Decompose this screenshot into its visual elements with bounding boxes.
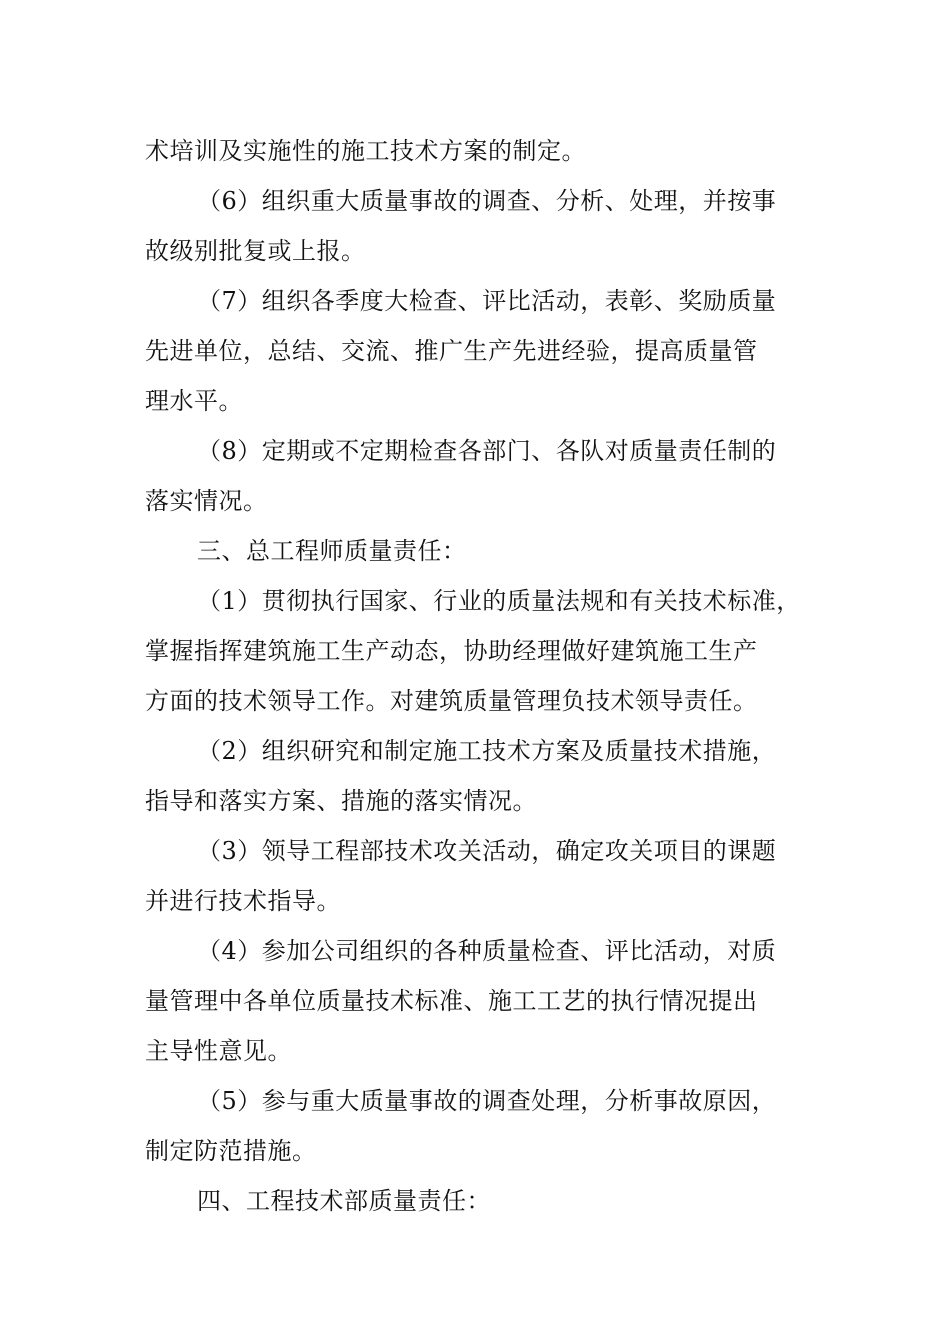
text-line: （6）组织重大质量事故的调查、分析、处理，并按事 [197, 187, 777, 215]
text-line: 方面的技术领导工作。对建筑质量管理负技术领导责任。 [145, 687, 758, 715]
text-line: 落实情况。 [145, 487, 268, 515]
text-line: 故级别批复或上报。 [145, 237, 366, 265]
text-line: （7）组织各季度大检查、评比活动，表彰、奖励质量 [197, 287, 777, 315]
text-line: 掌握指挥建筑施工生产动态，协助经理做好建筑施工生产 [145, 637, 758, 665]
text-line: （4）参加公司组织的各种质量检查、评比活动，对质 [197, 937, 777, 965]
text-line: 主导性意见。 [145, 1037, 292, 1065]
text-line: （3）领导工程部技术攻关活动，确定攻关项目的课题 [197, 837, 777, 865]
text-line: 并进行技术指导。 [145, 887, 341, 915]
text-line: 量管理中各单位质量技术标准、施工工艺的执行情况提出 [145, 987, 758, 1015]
text-line: 术培训及实施性的施工技术方案的制定。 [145, 137, 586, 165]
text-line: 理水平。 [145, 387, 243, 415]
text-line: 指导和落实方案、措施的落实情况。 [145, 787, 537, 815]
text-line: （2）组织研究和制定施工技术方案及质量技术措施， [197, 737, 777, 765]
section-heading: 四、工程技术部质量责任： [197, 1187, 491, 1215]
text-line: 制定防范措施。 [145, 1137, 317, 1165]
section-heading: 三、总工程师质量责任： [197, 537, 467, 565]
text-line: （1）贯彻执行国家、行业的质量法规和有关技术标准， [197, 587, 801, 615]
text-line: 先进单位，总结、交流、推广生产先进经验，提高质量管 [145, 337, 758, 365]
text-line: （8）定期或不定期检查各部门、各队对质量责任制的 [197, 437, 777, 465]
text-line: （5）参与重大质量事故的调查处理，分析事故原因， [197, 1087, 777, 1115]
